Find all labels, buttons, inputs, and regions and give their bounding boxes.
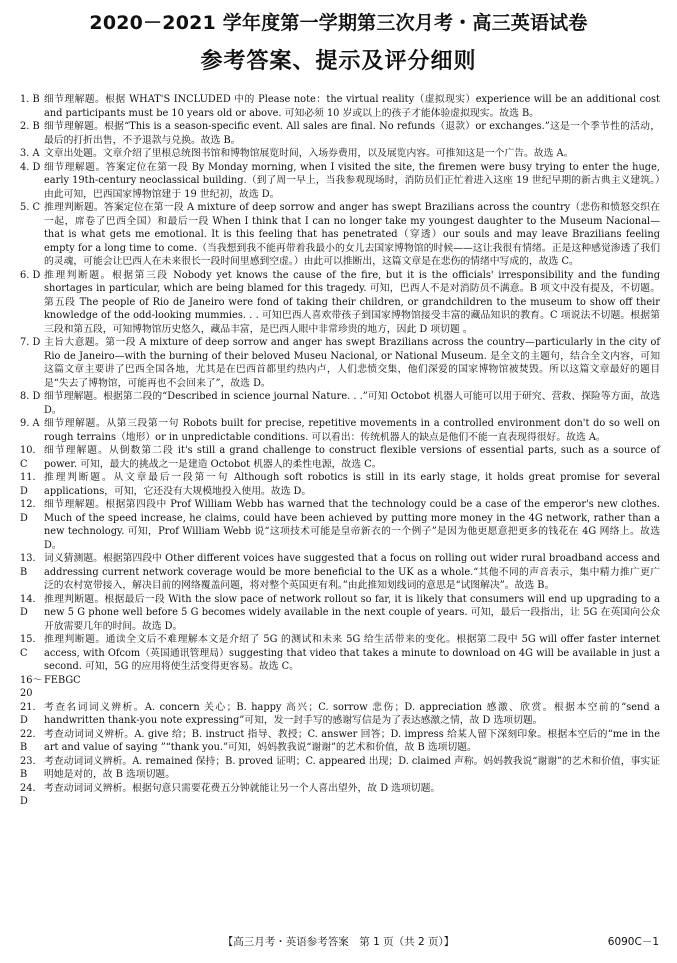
answer-number: 2. B [20, 121, 40, 132]
answer-item [20, 552, 660, 593]
answer-item [20, 93, 660, 120]
answer-explanation: 细节理解题。从第三段第一句 Robots built for precise, repetitive movements in a controlled environment don't do so well on rough terrains（地形）or in unpredictable conditions. 可以看出：传统机器人的缺点是他们不能一直表现得很好。故选 A。 [44, 418, 660, 443]
answer-item [20, 633, 660, 674]
answer-number: 23. B [20, 755, 36, 780]
answer-explanation: 推理判断题。根据第三段 Nobody yet knows the cause of the fire, but it is the officials' irresponsibility and the funding shortages in particular, which are being blamed for this tragedy. 可知，巴西人不是对消防员不满意。B 项文中没有提及，不切题。第五段 The people of Rio de Janeiro were fond of taking their children, or grandchildren to the museum to show off their knowledge of the odd-looking mummies. . . 可知巴西人喜欢带孩子到国家博物馆接受丰富的藏品知识的教育。C 项说法不切题。根据第三段和第五段，可知博物馆历史悠久，藏品丰富，是巴西人眼中非常珍贵的地方，因此 D 项切题 。 [44, 269, 660, 335]
answer-item [20, 390, 660, 417]
answer-item [20, 728, 660, 755]
answer-number: 6. D [20, 269, 41, 281]
answer-explanation: 主旨大意题。第一段 A mixture of deep sorrow and anger has swept Brazilians across the country—particularly in the city of Rio de Janeiro—with the burning of their beloved Museu Nacional, or National Museum. 是全文的主题句，结合全文内容，可知这篇文章主要讲了巴西全国各地，尤其是在巴西首都里约热内卢，人们悲愤交集，他们深爱的国家博物馆被焚毁。所以这篇文章最好的题目是“失去了博物馆，可能再也不会回来了”，故选 D。 [44, 337, 660, 389]
answer-item [20, 471, 660, 498]
answer-item [20, 755, 660, 782]
answer-number: 9. A [20, 418, 40, 429]
answer-item [20, 674, 660, 701]
answer-explanation: 细节理解题。根据“This is a season-specific event. All sales are final. No refunds（退款）or exchanges.”这是一个季节性的活动，最后的打折出售，不予退款与兑换。故选 B。 [44, 121, 660, 146]
answer-explanation: 细节理解题。根据第四段中 Prof William Webb has warned that the technology could be a case of the emperor's new clothes. Much of the speed increase, he claims, could have been achieved by putting more money in the 4G network, rather than a new technology. 可知，Prof William Webb 说“这项技术可能是皇帝新衣的一个例子”是因为他更愿意把更多的钱花在 4G 网络上。故选 D。 [44, 499, 660, 551]
answer-item [20, 782, 660, 809]
answer-number: 24. D [20, 782, 36, 807]
answer-item [20, 417, 660, 444]
document-title: 2020－2021 学年度第一学期第三次月考・高三英语试卷 [89, 12, 588, 34]
answer-number: 16～20 [20, 674, 43, 699]
answer-item [20, 498, 660, 552]
answer-explanation: 细节理解题。从倒数第二段 it's still a grand challenge to construct flexible versions of essential parts, such as a source of power. 可知，最大的挑战之一是建造 Octobot 机器人的柔性电源，故选 C。 [44, 445, 660, 470]
answer-explanation: 词义猜测题。根据第四段中 Other different voices have suggested that a focus on rolling out wider rural broadband access and addressing current network coverage would be more beneficial to the UK as a whole.“其他不同的声音表示，集中精力推广更广泛的农村宽带接入，解决目前的网络覆盖问题，将对整个英国更有利。”由此推知划线词的意思是“试图解决”。故选 B。 [44, 553, 660, 591]
answer-explanation: 考查名词词义辨析。A. concern 关心；B. happy 高兴；C. sorrow 悲伤；D. appreciation 感激、欣赏。根据本空前的“send a handwritten thank-you note expressing”可知，发一封手写的感谢写信是为了表达感激之情，故 D 选项切题。 [44, 701, 660, 726]
footer-page-info: 【高三月考・英语参考答案 第 1 页（共 2 页）】 [222, 936, 455, 948]
answer-explanation: 细节理解题。根据 WHAT'S INCLUDED 中的 Please note：the virtual reality（虚拟现实）experience will be an additional cost and participants must be 10 years old or above. 可知必须 10 岁或以上的孩子才能体验虚拟现实。故选 B。 [44, 94, 660, 119]
answer-explanation: 文章出处题。文章介绍了里根总统图书馆和博物馆展览时间，入场券费用，以及展览内容。可推知这是一个广告。故选 A。 [44, 148, 574, 159]
answer-explanation: 推理判断题。通读全文后不难理解本文是介绍了 5G 的测试和未来 5G 给生活带来的变化。根据第二段中 5G will offer faster internet access, with Ofcom（英国通讯管理局）suggesting that video that takes a minute to download on 4G will be available in just a second. 可知，5G 的应用将使生活变得更容易。故选 C。 [44, 634, 660, 672]
answer-item [20, 147, 660, 161]
answer-explanation: 细节理解题。根据第二段的“Described in science journal Nature. . .”可知 Octobot 机器人可能可以用于研究、营救、探险等方面，故选 D。 [44, 391, 660, 416]
answer-number: 7. D [20, 337, 41, 348]
answer-item [20, 444, 660, 471]
answer-number: 8. D [20, 391, 41, 402]
answer-number: 11. D [20, 472, 36, 497]
answer-item [20, 593, 660, 634]
answer-explanation: FEBGC [44, 674, 81, 686]
answer-number: 4. D [20, 161, 41, 173]
answer-number: 1. B [20, 94, 40, 105]
answer-item [20, 701, 660, 728]
answer-number: 21. D [20, 701, 36, 726]
answer-number: 5. C [20, 202, 40, 213]
answer-item [20, 201, 660, 269]
answer-item [20, 161, 660, 202]
footer-code: 6090C－1 [607, 936, 659, 948]
answer-item [20, 120, 660, 147]
answer-list [20, 93, 660, 809]
answer-explanation: 考查动词词义辨析。根据句意只需要花费五分钟就能让另一个人喜出望外，故 D 选项切题。 [44, 782, 441, 794]
answer-explanation: 推理判断题。答案定位在第一段 A mixture of deep sorrow and anger has swept Brazilians across the country（悲伤和愤怒交织在一起，席卷了巴西全国）和最后一段 When I think that I can no longer take my youngest daughter to the Museum Nacional—that is what gets me emotional. It is this feeling that has penetrated（穿透）our souls and may leave Brazilians feeling empty for a long time to come.（当我想到我不能再带着我最小的女儿去国家博物馆的时候——这让我很有情绪。正是这种感觉渗透了我们的灵魂，可能会让巴西人在未来很长一段时间里感到空虚。）由此可以推断出，这篇文章是在悲伤的情绪中写成的，故选 C。 [44, 202, 660, 267]
answer-number: 13. B [20, 553, 36, 578]
answer-item [20, 336, 660, 390]
answer-item [20, 269, 660, 337]
answer-explanation: 推理判断题。根据最后一段 With the slow pace of network rollout so far, it is likely that consumers will end up upgrading to a new 5 G phone well before 5 G becomes widely available in the next couple of years. 可知，最后一段指出，让 5G 在英国向公众开放需要几年的时间。故选 D。 [44, 593, 660, 632]
answer-number: 3. A [20, 148, 40, 159]
answer-number: 10. C [20, 445, 36, 470]
answer-explanation: 细节理解题。答案定位在第一段 By Monday morning, when I visited the site, the firemen were busy trying to enter the huge, early 19th-century neoclassical building.（到了周一早上，当我参观现场时，消防员们正忙着进入这座 19 世纪早期的新古典主义建筑。）由此可知，巴西国家博物馆建于 19 世纪初，故选 D。 [44, 161, 660, 200]
answer-number: 14. D [20, 593, 36, 618]
answer-number: 12. D [20, 499, 36, 524]
answer-number: 22. B [20, 728, 36, 753]
answer-explanation: 考查动词词义辨析。A. give 给；B. instruct 指导、教授；C. answer 回答；D. impress 给某人留下深刻印象。根据本空后的“me in the art and value of saying ”“thank you.”可知，妈妈教我说“谢谢”的艺术和价值，故 B 选项切题。 [44, 728, 660, 753]
answer-number: 15. C [20, 634, 36, 659]
answer-explanation: 推理判断题。从文章最后一段第一句 Although soft robotics is still in its early stage, it holds great promise for several applications，可知，它还没有大规模地投入使用。故选 D。 [44, 472, 660, 497]
document-subtitle: 参考答案、提示及评分细则 [200, 49, 477, 74]
answer-explanation: 考查动词词义辨析。A. remained 保持；B. proved 证明；C. appeared 出现；D. claimed 声称。妈妈教我说“谢谢”的艺术和价值，事实证明她是对的，故 B 选项切题。 [44, 755, 660, 780]
